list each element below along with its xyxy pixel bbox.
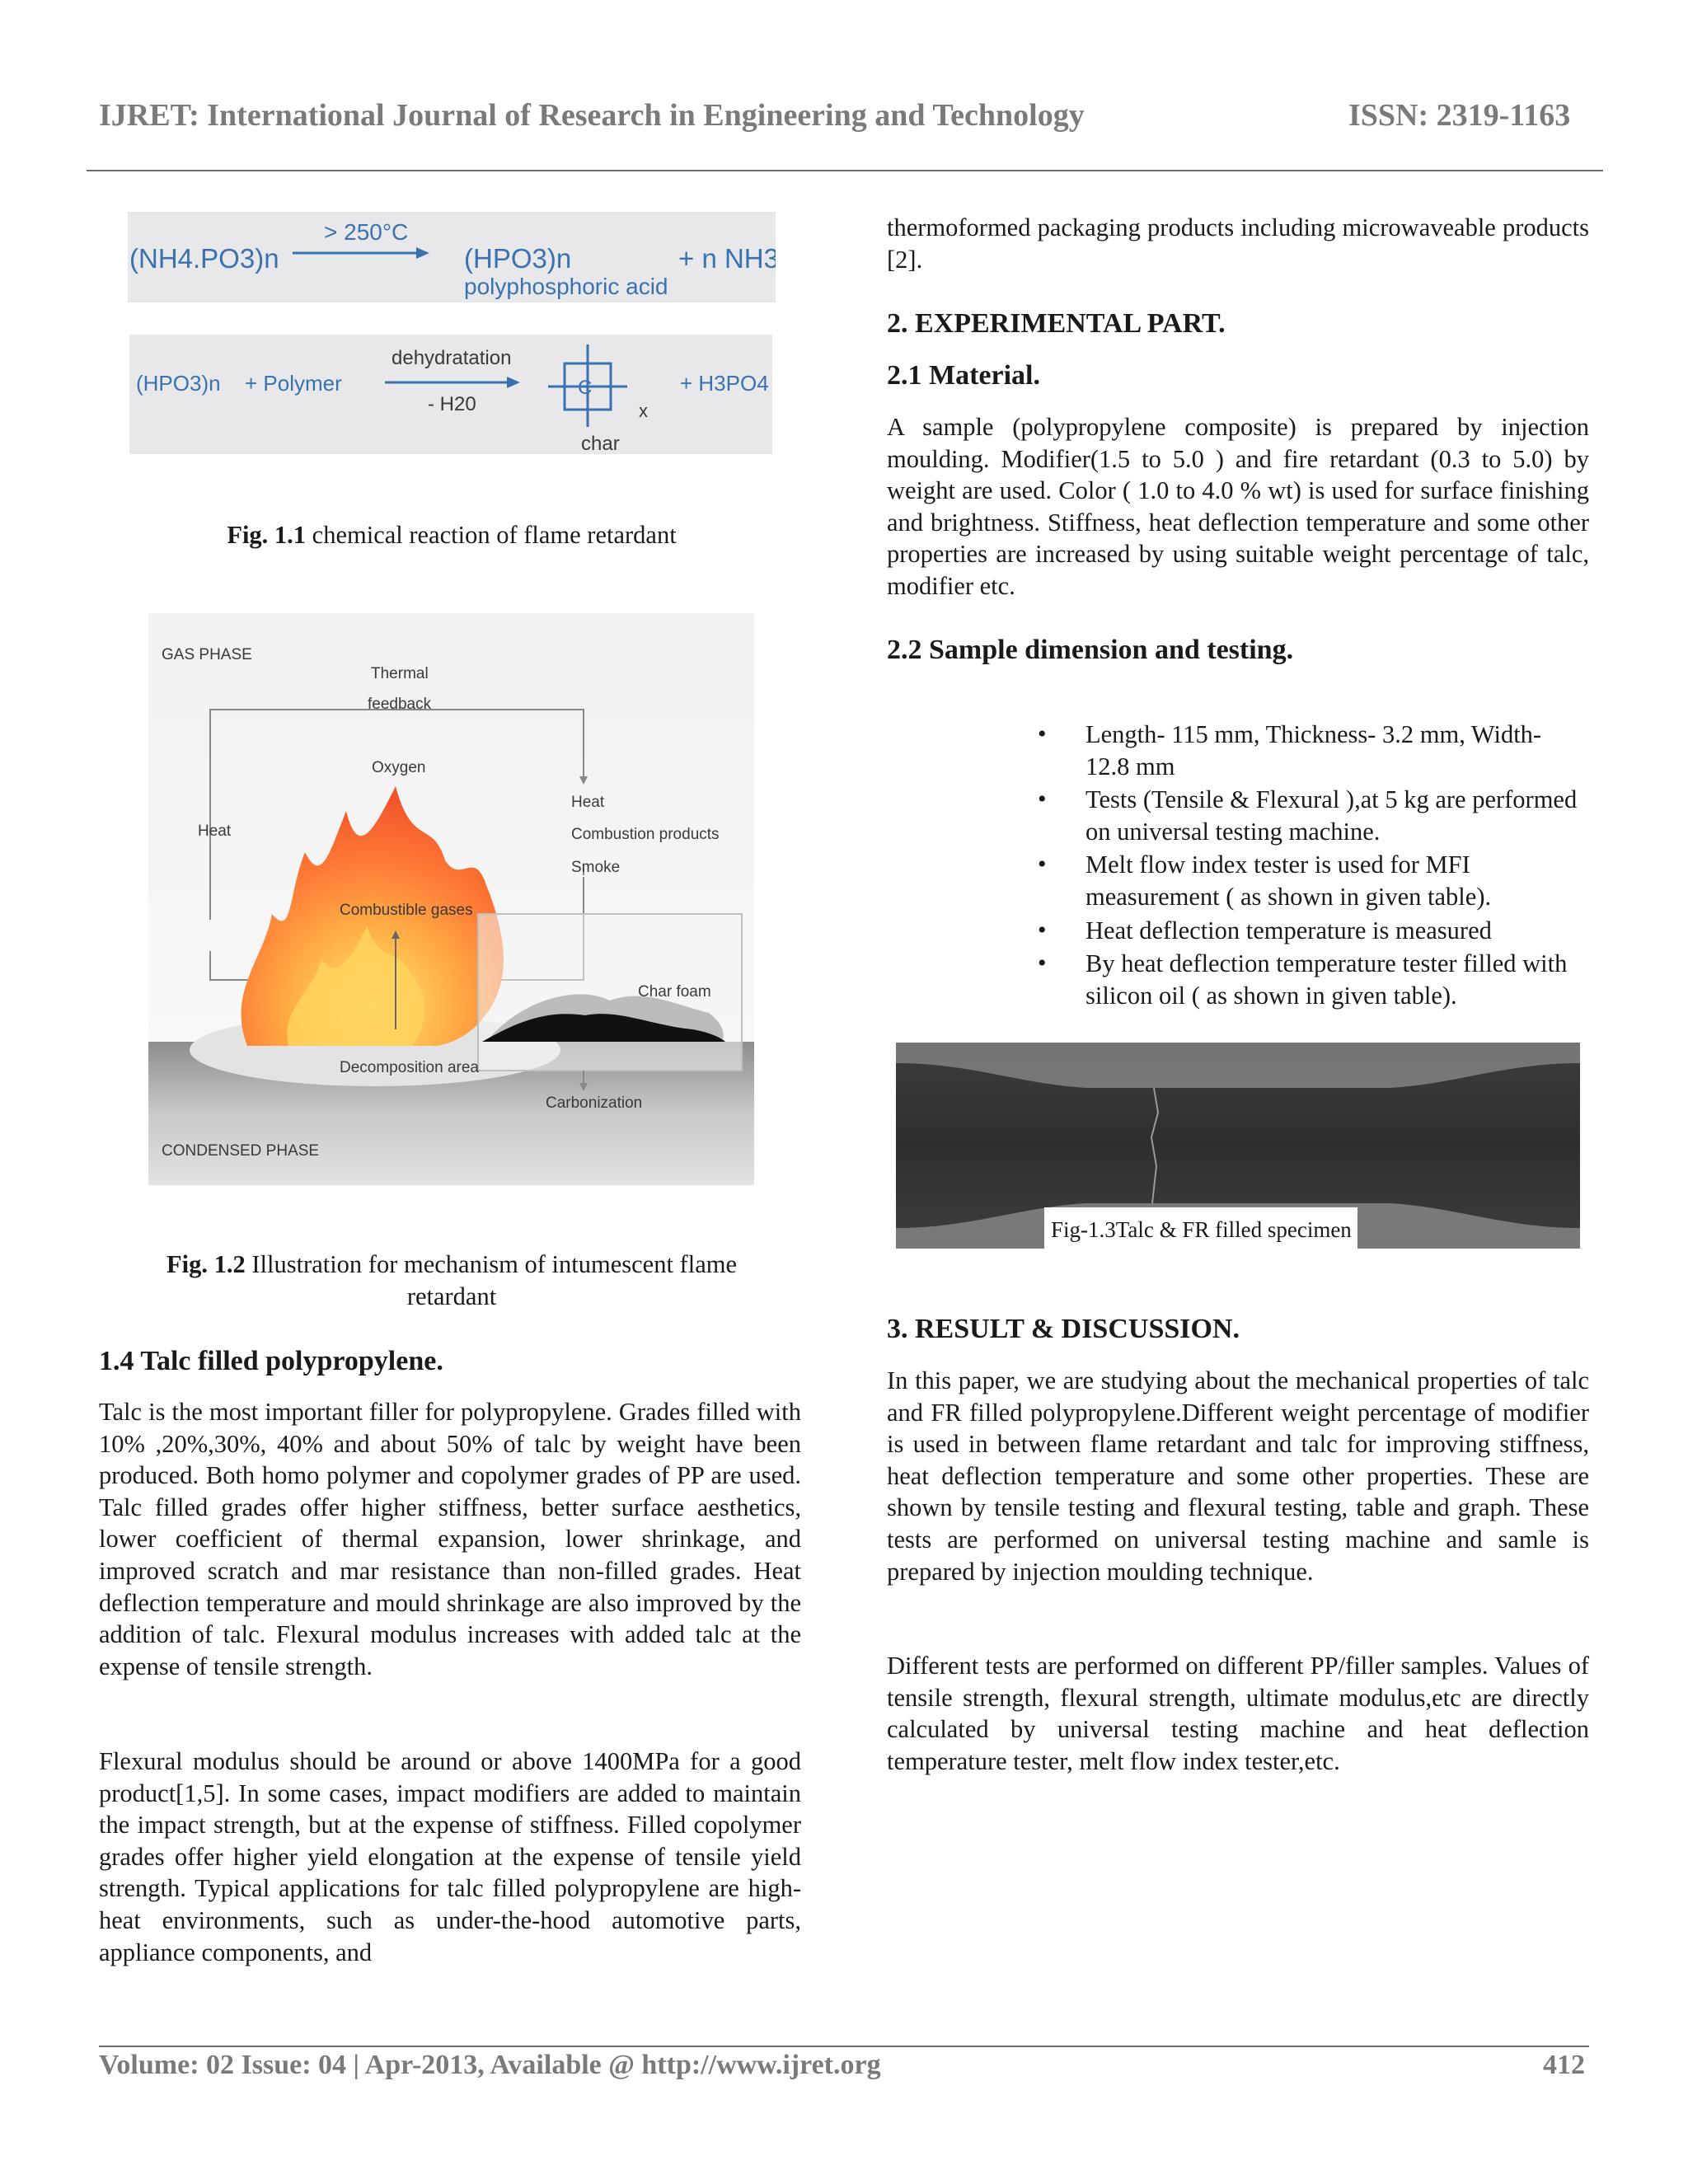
section-1-4-heading: 1.4 Talc filled polypropylene.: [99, 1346, 443, 1376]
section-2-1-text: A sample (polypropylene composite) is prepared by injection moulding. Modifier(1.5 to 5.0 ) and fire retardant (0.3 to 5.0) by weight are used. Color ( 1.0 to 4.0 % wt) is used for surface finishing and brightness. Stiffness, heat deflection temperature and some other properties are increased by using suitable weight percentage of talc, modifier etc.: [887, 413, 1589, 600]
label-char-foam: Char foam: [638, 983, 711, 1001]
eq2-condition-top: dehydratation: [392, 347, 512, 369]
section-2-heading: 2. EXPERIMENTAL PART.: [887, 308, 1226, 339]
testing-bullet-list: [1085, 719, 1590, 1013]
fig11-equation-2: [129, 335, 772, 454]
fig11-eq2-svg: [129, 335, 772, 454]
eq2-subscript: x: [639, 401, 648, 421]
bullet-item: • Heat deflection temperature is measured: [1085, 915, 1590, 947]
header-rule: [87, 170, 1603, 171]
fig13-specimen-photo: [896, 1043, 1580, 1249]
fig11-caption: [99, 519, 804, 551]
section-1-4-para-2: Flexural modulus should be around or above 1400MPa for a good product[1,5]. In some cases, impact modifiers are added to maintain the impact strength, but at the expense of stiffness. Filled copolymer grades offer higher yield elongation at the expense of tensile yield strength. Typical applications for talc filled polypropylene are high-heat environments, such as under-the-hood automotive parts, appliance components, and: [99, 1747, 801, 1966]
section-3-para-2: Different tests are performed on different PP/filler samples. Values of tensile strength, flexural strength, ultimate modulus,etc are directly calculated by universal testing machine and heat deflection temperature tester, melt flow index tester,etc.: [887, 1652, 1589, 1775]
eq1-byproduct: + n NH3: [678, 243, 776, 274]
eq2-condition-bottom: - H20: [428, 393, 476, 415]
label-oxygen: Oxygen: [372, 759, 426, 776]
dogbone-specimen: [896, 1063, 1580, 1228]
footer-rule: [99, 2046, 1589, 2047]
bullet-item: • By heat deflection temperature tester filled with silicon oil ( as shown in given table).: [1085, 948, 1590, 1011]
section-3-para-1: In this paper, we are studying about the mechanical properties of talc and FR filled polypropylene.Different weight percentage of modifier is used in between flame retardant and talc for improving stiffness, heat deflection temperature and some other properties. These are shown by tensile testing and flexural testing, table and graph. These tests are performed on universal testing machine and samle is prepared by injection moulding technique.: [887, 1366, 1589, 1586]
label-smoke: Smoke: [571, 859, 621, 876]
bullet-item: • Length- 115 mm, Thickness- 3.2 mm, Width- 12.8 mm: [1085, 719, 1590, 782]
fig11-caption-text: chemical reaction of flame retardant: [306, 521, 677, 549]
eq2-product-name: char: [581, 433, 620, 454]
bullet-list: [1085, 719, 1590, 1011]
label-condensed-phase: CONDENSED PHASE: [162, 1142, 320, 1160]
eq2-reactant: (HPO3)n: [136, 371, 221, 396]
fig12-illustration: [148, 613, 754, 1185]
eq1-condition: > 250°C: [324, 219, 409, 245]
footer-volume: Volume: 02 Issue: 04 | Apr-2013, Available @ http://www.ijret.org: [99, 2050, 881, 2080]
fig12-caption-text: Illustration for mechanism of intumescent flame retardant: [245, 1250, 737, 1310]
eq2-arrow-head: [507, 377, 520, 388]
issn: ISSN: 2319-1163: [1348, 98, 1571, 133]
eq2-center: C: [578, 377, 593, 399]
fig12-caption: [124, 1249, 780, 1312]
eq2-reactant2: + Polymer: [245, 371, 342, 396]
fig12-svg: [148, 613, 754, 1185]
bullet-item: • Tests (Tensile & Flexural ),at 5 kg are performed on universal testing machine.: [1085, 784, 1590, 847]
section-1-4-para-1: Talc is the most important filler for polypropylene. Grades filled with 10% ,20%,30%, 40% and about 50% of talc by weight have been produced. Both homo polymer and copolymer grades of PP are used. Talc filled grades offer higher stiffness, better surface aesthetics, lower coefficient of thermal expansion, lower shrinkage, and improved scratch and mar resistance than non-filled grades. Heat deflection temperature and mould shrinkage are also improved by the addition of talc. Flexural modulus increases with added talc at the expense of tensile strength.: [99, 1398, 801, 1680]
section-2-1-heading: 2.1 Material.: [887, 360, 1040, 391]
section-3-heading: 3. RESULT & DISCUSSION.: [887, 1314, 1240, 1344]
label-carbonization: Carbonization: [546, 1094, 643, 1112]
eq1-reactant: (NH4.PO3)n: [129, 243, 279, 274]
journal-title: IJRET: International Journal of Research in Engineering and Technology: [99, 98, 1085, 133]
fig11-caption-label: Fig. 1.1: [227, 521, 307, 549]
label-gas-phase: GAS PHASE: [162, 646, 252, 663]
fig13-caption: Fig-1.3Talc & FR filled specimen: [1051, 1217, 1352, 1242]
label-decomposition-area: Decomposition area: [340, 1059, 479, 1076]
eq2-byproduct: + H3PO4: [680, 371, 769, 396]
fig12-caption-label: Fig. 1.2: [166, 1250, 246, 1278]
label-feedback: feedback: [368, 696, 432, 713]
page-number: 412: [1543, 2050, 1585, 2080]
eq1-product: (HPO3)n: [464, 243, 572, 274]
label-combustion-products: Combustion products: [571, 826, 720, 843]
bullet-item: • Melt flow index tester is used for MFI measurement ( as shown in given table).: [1085, 849, 1590, 912]
fig11-equation-1: [128, 212, 776, 302]
fig11-eq1-svg: [128, 212, 776, 302]
label-heat-right: Heat: [571, 794, 605, 811]
continuation-text: thermoformed packaging products including microwaveable products [2].: [887, 213, 1589, 274]
section-2-2-heading: 2.2 Sample dimension and testing.: [887, 635, 1294, 665]
eq1-arrow-head: [416, 247, 429, 259]
label-heat-left: Heat: [198, 823, 232, 840]
fig13-svg: [896, 1043, 1580, 1249]
label-combustible-gases: Combustible gases: [340, 902, 473, 919]
label-thermal: Thermal: [371, 665, 429, 682]
eq1-product-name: polyphosphoric acid: [464, 274, 668, 299]
